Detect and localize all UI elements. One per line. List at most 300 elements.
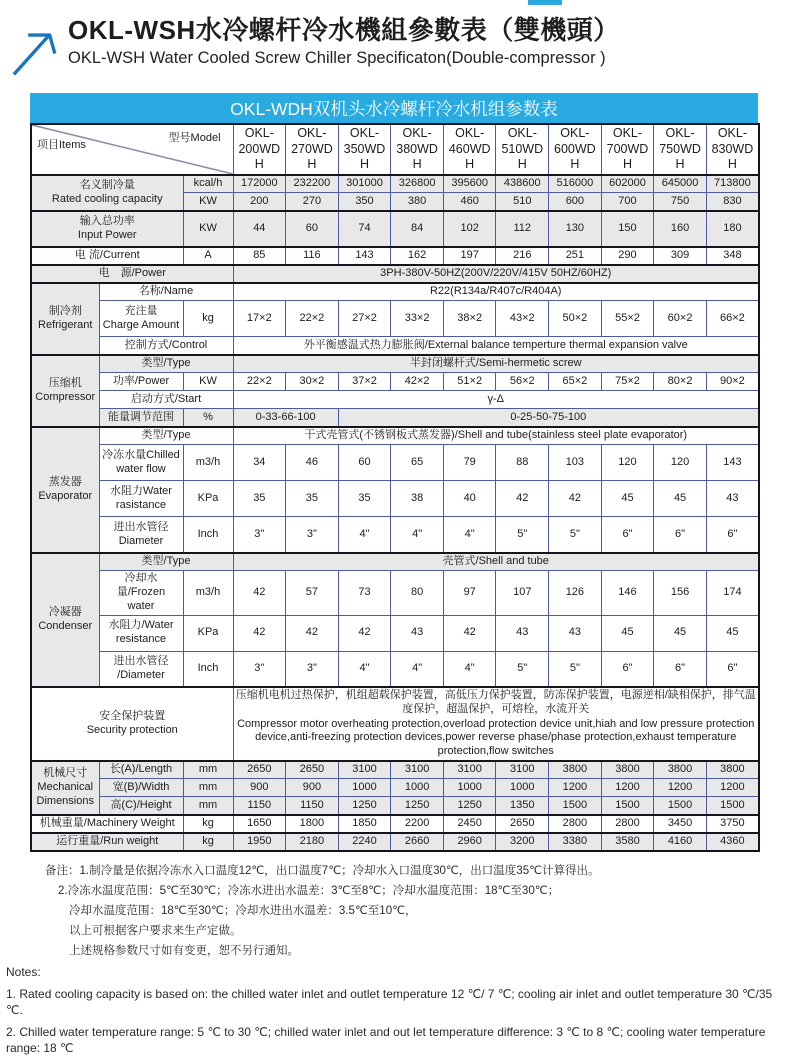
value-cell: 65 <box>391 445 444 481</box>
label-line: 类型/Type <box>141 429 191 442</box>
label-line: OKL- <box>402 126 432 140</box>
label-line: 名称/Name <box>138 285 194 298</box>
label-line: 充注量 <box>124 305 158 318</box>
label-line: 启动方式/Start <box>130 393 202 405</box>
value-cell: 6" <box>706 651 759 687</box>
value-cell: 2800 <box>601 815 654 833</box>
label-line: 类型/Type <box>141 555 191 568</box>
label-line: 机械尺寸 <box>43 767 88 780</box>
value-cell: 43 <box>391 615 444 651</box>
unit-label: m3/h <box>183 445 233 481</box>
value-cell: 143 <box>338 247 391 265</box>
note-line-zh: 2.冷冻水温度范围：5℃至30℃；冷冻水进出水温差：3℃至8℃；冷却水温度范围：18℃至30℃； <box>58 884 560 897</box>
label-line: 700WDH <box>606 141 649 172</box>
value-cell: 750 <box>654 193 707 211</box>
model-header-cell <box>338 124 391 175</box>
note-line-en: Notes: <box>6 964 41 979</box>
label-line: Dimensions <box>36 794 94 807</box>
value-cell: 5" <box>496 651 549 687</box>
unit-label: Inch <box>183 517 233 553</box>
label-line: 功率/Power <box>112 375 170 387</box>
value-cell: 4360 <box>706 833 759 851</box>
note-line-zh: 以上可根据客户要求来生产定做。 <box>69 924 242 937</box>
value-cell: 1650 <box>233 815 286 833</box>
model-header-cell <box>286 124 339 175</box>
value-cell: 326800 <box>391 175 444 193</box>
span-value-cell: 壳管式/Shell and tube <box>233 553 759 571</box>
unit-label: kg <box>183 815 233 833</box>
value-cell: 1200 <box>601 779 654 797</box>
label-line: Refrigerant <box>38 318 93 331</box>
value-cell: 270 <box>286 193 339 211</box>
value-cell: 35 <box>286 481 339 517</box>
row-label <box>99 373 183 391</box>
value-cell: 107 <box>496 571 549 615</box>
label-line: 进出水管径 <box>113 520 169 533</box>
label-line: 水阻力Water <box>110 485 172 498</box>
unit-label: kcal/h <box>183 175 233 193</box>
value-cell: 3" <box>286 651 339 687</box>
span-value-cell: 3PH-380V-50HZ(200V/220V/415V 50HZ/60HZ) <box>233 265 759 283</box>
label-line: 水阻力/Water <box>108 619 174 632</box>
label-line: 830WDH <box>711 141 754 172</box>
value-cell: 80×2 <box>654 373 707 391</box>
label-line: OKL- <box>665 126 695 140</box>
value-cell: 3100 <box>391 761 444 779</box>
value-cell: 6" <box>601 517 654 553</box>
note-line-zh: 备注：1.制冷量是依据冷冻水入口温度12℃，出口温度7℃；冷却水入口温度30℃，出口温度35℃计算得出。 <box>45 864 600 877</box>
row-label <box>99 355 233 373</box>
label-line: OKL- <box>507 126 537 140</box>
value-cell: 4" <box>338 517 391 553</box>
value-cell: 3100 <box>338 761 391 779</box>
value-cell: 126 <box>549 571 602 615</box>
value-cell: 1000 <box>338 779 391 797</box>
value-cell: 395600 <box>443 175 496 193</box>
value-cell: 162 <box>391 247 444 265</box>
value-cell: 42 <box>443 615 496 651</box>
notes-zh <box>45 864 790 959</box>
unit-label: KW <box>183 193 233 211</box>
value-cell: 301000 <box>338 175 391 193</box>
value-cell: 6" <box>706 517 759 553</box>
value-cell: 56×2 <box>496 373 549 391</box>
label-line: 制冷剂 <box>48 305 82 318</box>
row-label <box>99 615 183 651</box>
span-value-cell: 0-25-50-75-100 <box>338 409 759 427</box>
value-cell: 6" <box>654 651 707 687</box>
value-cell: 1000 <box>496 779 549 797</box>
label-line: water <box>127 599 155 612</box>
value-cell: 438600 <box>496 175 549 193</box>
value-cell: 65×2 <box>549 373 602 391</box>
row-label <box>99 571 183 615</box>
row-label <box>99 553 233 571</box>
value-cell: 146 <box>601 571 654 615</box>
value-cell: 103 <box>549 445 602 481</box>
value-cell: 66×2 <box>706 301 759 337</box>
value-cell: 1200 <box>706 779 759 797</box>
unit-label: kg <box>183 301 233 337</box>
value-cell: 3800 <box>549 761 602 779</box>
value-cell: 5" <box>496 517 549 553</box>
row-label <box>99 481 183 517</box>
group-label <box>31 283 99 355</box>
value-cell: 516000 <box>549 175 602 193</box>
value-cell: 1250 <box>391 797 444 815</box>
value-cell: 645000 <box>654 175 707 193</box>
value-cell: 1150 <box>286 797 339 815</box>
value-cell: 60 <box>338 445 391 481</box>
value-cell: 1200 <box>549 779 602 797</box>
label-line: 名义制冷量 <box>79 179 135 192</box>
value-cell: 290 <box>601 247 654 265</box>
value-cell: 380 <box>391 193 444 211</box>
label-line: 200WDH <box>238 141 281 172</box>
value-cell: 30×2 <box>286 373 339 391</box>
value-cell: 160 <box>654 211 707 247</box>
title-block <box>68 16 620 68</box>
label-line: 冷冻水量Chilled <box>102 449 180 462</box>
label-line: 380WDH <box>396 141 438 172</box>
value-cell: 42 <box>286 615 339 651</box>
table-banner: OKL-WDH双机头水冷螺杆冷水机组参数表 <box>30 93 758 123</box>
label-line: 350WDH <box>343 141 386 172</box>
value-cell: 3800 <box>654 761 707 779</box>
row-label <box>99 301 183 337</box>
value-cell: 602000 <box>601 175 654 193</box>
group-label <box>31 355 99 427</box>
security-text-cell <box>233 687 759 761</box>
row-label <box>99 797 183 815</box>
value-cell: 45 <box>601 615 654 651</box>
label-line: 压缩机 <box>48 377 82 390</box>
span-value-cell: R22(R134a/R407c/R404A) <box>233 283 759 301</box>
value-cell: 3800 <box>601 761 654 779</box>
label-line: resistance <box>115 633 167 646</box>
page-title-en: OKL-WSH Water Cooled Screw Chiller Specificaton(Double-compressor ) <box>68 48 606 67</box>
value-cell: 143 <box>706 445 759 481</box>
value-cell: 42 <box>233 571 286 615</box>
value-cell: 2650 <box>233 761 286 779</box>
value-cell: 1250 <box>443 797 496 815</box>
span-value-cell: 干式壳管式(不锈钢板式蒸发器)/Shell and tube(stainless steel plate evaporator) <box>233 427 759 445</box>
value-cell: 1950 <box>233 833 286 851</box>
value-cell: 350 <box>338 193 391 211</box>
value-cell: 5" <box>549 517 602 553</box>
value-cell: 35 <box>338 481 391 517</box>
row-label <box>99 283 233 301</box>
row-label <box>99 651 183 687</box>
page-header <box>0 0 790 78</box>
label-line: 510WDH <box>501 141 544 172</box>
label-line: 运行重量/Run weight <box>56 835 159 847</box>
value-cell: 2800 <box>549 815 602 833</box>
value-cell: 156 <box>654 571 707 615</box>
value-cell: 251 <box>549 247 602 265</box>
corner-items-label: 项目Items <box>37 139 86 151</box>
span-value-cell: 半封闭螺杆式/Semi-hermetic screw <box>233 355 759 373</box>
group-label <box>31 427 99 553</box>
value-cell: 38 <box>391 481 444 517</box>
label-line: 能量调节范围 <box>108 410 174 423</box>
value-cell: 102 <box>443 211 496 247</box>
value-cell: 74 <box>338 211 391 247</box>
value-cell: 3100 <box>443 761 496 779</box>
value-cell: 3200 <box>496 833 549 851</box>
group-label <box>31 553 99 687</box>
model-header-cell <box>443 124 496 175</box>
row-label <box>31 247 183 265</box>
label-line: 蒸发器 <box>48 476 82 489</box>
label-line: 750WDH <box>659 141 701 172</box>
value-cell: 116 <box>286 247 339 265</box>
model-header-cell <box>391 124 444 175</box>
label-line: Security protection <box>86 724 178 736</box>
value-cell: 43 <box>496 615 549 651</box>
value-cell: 44 <box>233 211 286 247</box>
value-cell: 1000 <box>391 779 444 797</box>
value-cell: 900 <box>233 779 286 797</box>
value-cell: 1500 <box>549 797 602 815</box>
value-cell: 75×2 <box>601 373 654 391</box>
value-cell: 120 <box>654 445 707 481</box>
value-cell: 2650 <box>496 815 549 833</box>
value-cell: 4160 <box>654 833 707 851</box>
value-cell: 42 <box>496 481 549 517</box>
label-line: 安全保护装置 <box>99 710 166 723</box>
unit-label: KW <box>183 211 233 247</box>
label-line: Charge Amount <box>102 318 180 331</box>
label-line: OKL- <box>244 126 274 140</box>
security-text-zh: 压缩机电机过热保护，机组超载保护装置，高低压力保护装置，防冻保护装置，电源逆相/缺相保护，排气温度保护，超温保护，可熔栓，水流开关 <box>235 689 756 715</box>
value-cell: 112 <box>496 211 549 247</box>
value-cell: 2240 <box>338 833 391 851</box>
value-cell: 43×2 <box>496 301 549 337</box>
value-cell: 34 <box>233 445 286 481</box>
row-label <box>99 391 233 409</box>
page-title-zh: OKL-WSH水冷螺杆冷水機組參數表（雙機頭） <box>68 15 620 45</box>
value-cell: 84 <box>391 211 444 247</box>
unit-label: m3/h <box>183 571 233 615</box>
value-cell: 6" <box>601 651 654 687</box>
value-cell: 17×2 <box>233 301 286 337</box>
model-header-cell <box>233 124 286 175</box>
span-value-cell: 0-33-66-100 <box>233 409 338 427</box>
value-cell: 46 <box>286 445 339 481</box>
arrow-logo-icon <box>10 24 62 78</box>
row-label <box>99 409 183 427</box>
unit-label: A <box>183 247 233 265</box>
value-cell: 80 <box>391 571 444 615</box>
value-cell: 27×2 <box>338 301 391 337</box>
value-cell: 42 <box>549 481 602 517</box>
label-line: Evaporator <box>38 489 93 502</box>
value-cell: 79 <box>443 445 496 481</box>
value-cell: 2200 <box>391 815 444 833</box>
model-header-cell <box>549 124 602 175</box>
value-cell: 2650 <box>286 761 339 779</box>
label-line: 600WDH <box>554 141 596 172</box>
value-cell: 1500 <box>601 797 654 815</box>
value-cell: 5" <box>549 651 602 687</box>
note-line-en: 1. Rated cooling capacity is based on: the chilled water inlet and outlet temperature 12 ℃/ 7 ℃; cooling air inlet and outlet temperature 30 ℃/35 ℃. <box>6 986 773 1017</box>
unit-label: mm <box>183 779 233 797</box>
span-value-cell: γ-Δ <box>233 391 759 409</box>
row-label <box>31 833 183 851</box>
value-cell: 130 <box>549 211 602 247</box>
row-label <box>99 337 233 355</box>
unit-label: mm <box>183 761 233 779</box>
row-label <box>99 517 183 553</box>
value-cell: 4" <box>391 651 444 687</box>
value-cell: 4" <box>443 651 496 687</box>
value-cell: 4" <box>338 651 391 687</box>
label-line: 进出水管径 <box>113 655 169 668</box>
value-cell: 35 <box>233 481 286 517</box>
value-cell: 3580 <box>601 833 654 851</box>
row-label <box>31 211 183 247</box>
notes-en <box>6 964 790 1057</box>
label-line: OKL- <box>560 126 590 140</box>
row-label <box>99 779 183 797</box>
value-cell: 2960 <box>443 833 496 851</box>
label-line: 宽(B)/Width <box>112 781 170 793</box>
label-line: 机械重量/Machinery Weight <box>39 817 175 829</box>
value-cell: 45 <box>654 615 707 651</box>
label-line: Mechanical <box>37 781 94 793</box>
value-cell: 55×2 <box>601 301 654 337</box>
value-cell: 1850 <box>338 815 391 833</box>
value-cell: 50×2 <box>549 301 602 337</box>
label-line: 电 流/Current <box>74 249 140 261</box>
label-line: 长(A)/Length <box>109 763 173 776</box>
row-label <box>99 761 183 779</box>
unit-label: KPa <box>183 615 233 651</box>
value-cell: 45 <box>654 481 707 517</box>
value-cell: 600 <box>549 193 602 211</box>
label-line: 冷凝器 <box>48 606 82 619</box>
value-cell: 2180 <box>286 833 339 851</box>
value-cell: 197 <box>443 247 496 265</box>
row-label <box>31 815 183 833</box>
unit-label: KW <box>183 373 233 391</box>
value-cell: 51×2 <box>443 373 496 391</box>
label-line: Compressor <box>35 390 96 403</box>
value-cell: 232200 <box>286 175 339 193</box>
label-line: Input Power <box>77 228 137 241</box>
span-value-cell: 外平衡感温式热力膨胀阀/External balance temperture thermal expansion valve <box>233 337 759 355</box>
value-cell: 1500 <box>654 797 707 815</box>
label-line: 高(C)/Height <box>110 798 172 811</box>
value-cell: 33×2 <box>391 301 444 337</box>
value-cell: 713800 <box>706 175 759 193</box>
row-label <box>31 175 183 211</box>
value-cell: 216 <box>496 247 549 265</box>
value-cell: 42×2 <box>391 373 444 391</box>
value-cell: 1350 <box>496 797 549 815</box>
group-label <box>31 761 99 815</box>
row-label <box>31 687 233 761</box>
value-cell: 2660 <box>391 833 444 851</box>
value-cell: 830 <box>706 193 759 211</box>
model-header-cell <box>654 124 707 175</box>
value-cell: 700 <box>601 193 654 211</box>
label-line: Rated cooling capacity <box>51 192 163 205</box>
row-label <box>99 427 233 445</box>
value-cell: 38×2 <box>443 301 496 337</box>
value-cell: 60 <box>286 211 339 247</box>
value-cell: 42 <box>338 615 391 651</box>
value-cell: 3750 <box>706 815 759 833</box>
value-cell: 3" <box>233 517 286 553</box>
label-line: OKL- <box>349 126 380 140</box>
value-cell: 22×2 <box>286 301 339 337</box>
value-cell: 60×2 <box>654 301 707 337</box>
label-line: water flow <box>116 462 166 475</box>
value-cell: 3800 <box>706 761 759 779</box>
note-line-zh: 冷却水温度范围：18℃至30℃；冷却水进出水温差：3.5℃至10℃， <box>69 904 417 917</box>
label-line: 电 源/Power <box>98 267 166 279</box>
corner-cell <box>31 124 233 175</box>
value-cell: 1200 <box>654 779 707 797</box>
value-cell: 88 <box>496 445 549 481</box>
model-header-cell <box>706 124 759 175</box>
value-cell: 309 <box>654 247 707 265</box>
value-cell: 348 <box>706 247 759 265</box>
model-header-cell <box>601 124 654 175</box>
model-header-cell <box>496 124 549 175</box>
value-cell: 3" <box>233 651 286 687</box>
value-cell: 3100 <box>496 761 549 779</box>
value-cell: 1500 <box>706 797 759 815</box>
value-cell: 900 <box>286 779 339 797</box>
value-cell: 120 <box>601 445 654 481</box>
label-line: rasistance <box>115 498 167 511</box>
value-cell: 42 <box>233 615 286 651</box>
value-cell: 1800 <box>286 815 339 833</box>
value-cell: 3380 <box>549 833 602 851</box>
value-cell: 200 <box>233 193 286 211</box>
value-cell: 150 <box>601 211 654 247</box>
value-cell: 1250 <box>338 797 391 815</box>
value-cell: 510 <box>496 193 549 211</box>
unit-label: KPa <box>183 481 233 517</box>
label-line: Condenser <box>38 620 93 632</box>
unit-label: % <box>183 409 233 427</box>
unit-label: Inch <box>183 651 233 687</box>
label-line: OKL- <box>612 126 643 140</box>
label-line: OKL- <box>455 126 485 140</box>
value-cell: 73 <box>338 571 391 615</box>
value-cell: 43 <box>706 481 759 517</box>
value-cell: 3450 <box>654 815 707 833</box>
label-line: OKL- <box>297 126 327 140</box>
value-cell: 1000 <box>443 779 496 797</box>
value-cell: 22×2 <box>233 373 286 391</box>
value-cell: 172000 <box>233 175 286 193</box>
top-accent-mark <box>528 0 562 5</box>
label-line: 270WDH <box>291 141 333 172</box>
value-cell: 37×2 <box>338 373 391 391</box>
value-cell: 57 <box>286 571 339 615</box>
row-label <box>31 265 233 283</box>
spec-table <box>30 123 760 852</box>
value-cell: 3" <box>286 517 339 553</box>
label-line: 输入总功率 <box>79 215 135 228</box>
value-cell: 2450 <box>443 815 496 833</box>
unit-label: mm <box>183 797 233 815</box>
